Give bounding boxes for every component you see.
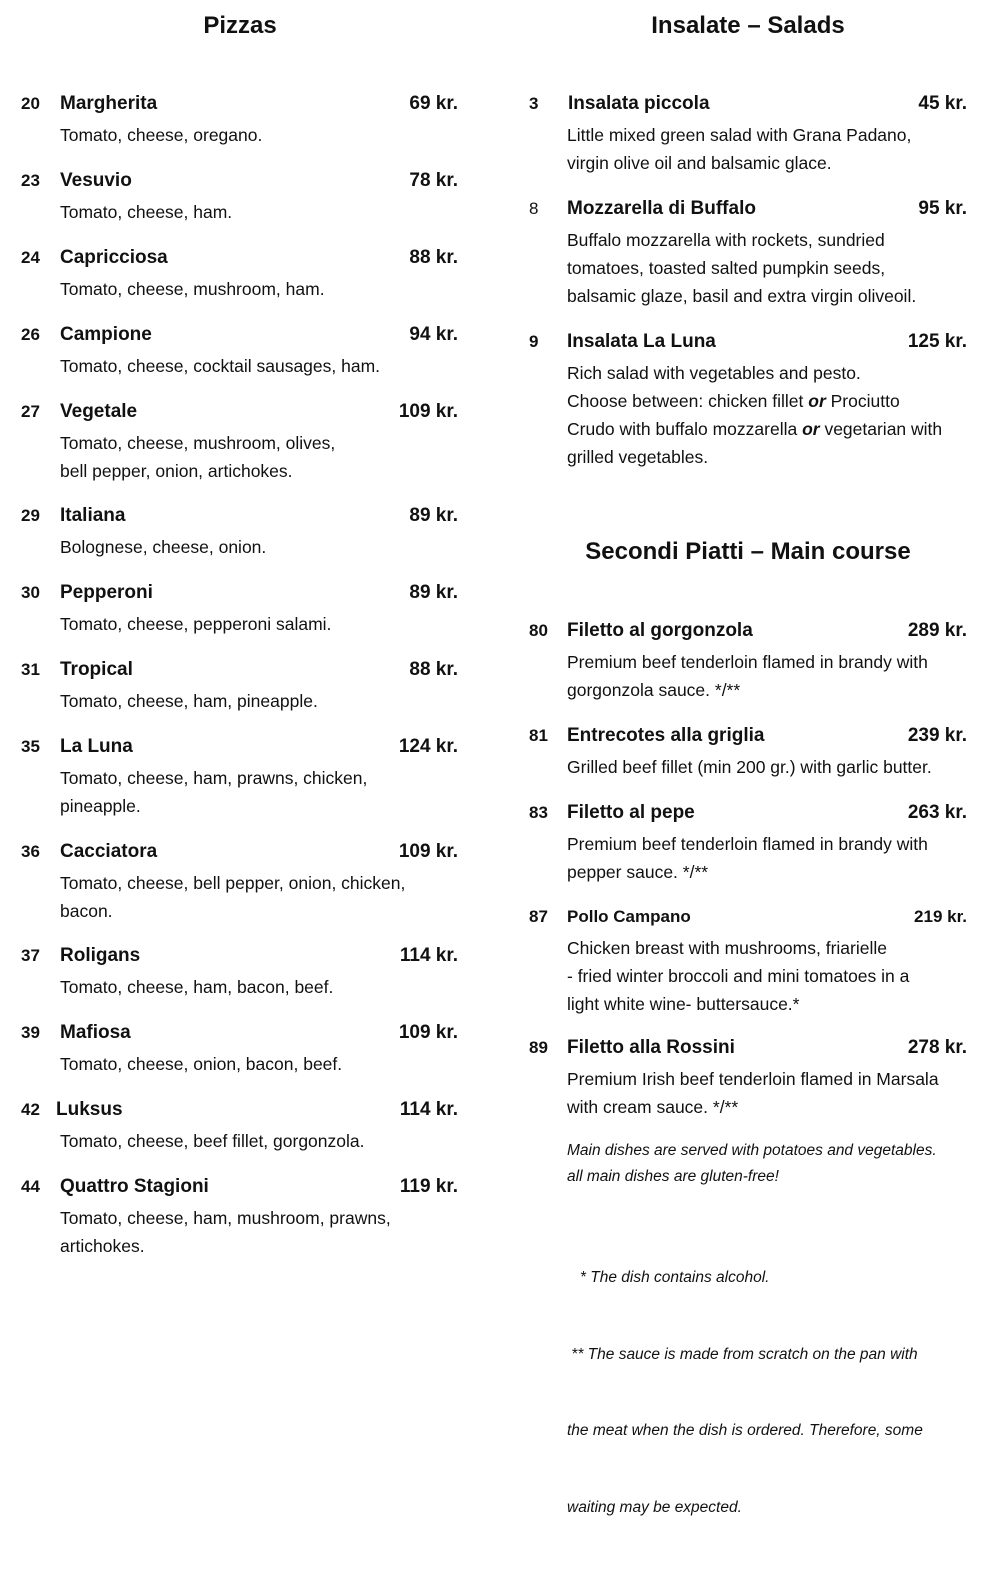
- item-price: 114 kr.: [399, 1099, 458, 1120]
- pizzas-heading: Pizzas: [203, 12, 277, 39]
- description-line: artichokes.: [60, 1236, 145, 1256]
- item-description: [567, 359, 972, 471]
- description-line: Tomato, cheese, beef fillet, gorgonzola.: [60, 1131, 365, 1151]
- choice-text: Choose between: chicken fillet: [567, 391, 809, 411]
- item-number: 24: [21, 248, 40, 267]
- item-number: 42: [21, 1100, 40, 1119]
- description-line: Tomato, cheese, ham, prawns, chicken,: [60, 768, 368, 788]
- choice-text: Crudo with buffalo mozzarella: [567, 419, 803, 439]
- choice-text: vegetarian with: [819, 419, 943, 439]
- description-line: Tomato, cheese, ham, bacon, beef.: [60, 977, 334, 997]
- item-price: 95 kr.: [918, 198, 967, 219]
- description-line: balsamic glaze, basil and extra virgin oliveoil.: [567, 286, 917, 306]
- description-line: Buffalo mozzarella with rockets, sundried: [567, 230, 885, 250]
- salads-heading: Insalate – Salads: [651, 12, 845, 39]
- item-description: [60, 1204, 420, 1260]
- item-price: 114 kr.: [399, 945, 458, 966]
- item-number: 44: [21, 1177, 40, 1196]
- item-name: Tropical: [60, 659, 133, 680]
- description-line: Tomato, cheese, bell pepper, onion, chicken,: [60, 873, 406, 893]
- item-description: [60, 764, 420, 820]
- item-price: 125 kr.: [907, 331, 967, 352]
- item-name: Italiana: [60, 505, 126, 526]
- item-description: [60, 610, 420, 638]
- item-price: 109 kr.: [398, 841, 458, 862]
- item-description: [567, 648, 972, 704]
- item-name: Filetto al gorgonzola: [567, 620, 753, 641]
- item-price: 109 kr.: [398, 1022, 458, 1043]
- item-name: Entrecotes alla griglia: [567, 725, 765, 746]
- item-price: 45 kr.: [918, 93, 967, 114]
- item-name: Vesuvio: [60, 170, 132, 191]
- item-number: 39: [21, 1023, 40, 1042]
- item-price: 88 kr.: [409, 247, 458, 268]
- item-number: 35: [21, 737, 40, 756]
- item-number: 87: [529, 907, 548, 926]
- item-description: [567, 226, 972, 310]
- item-name: Margherita: [60, 93, 158, 114]
- item-number: 23: [21, 171, 40, 190]
- item-price: 69 kr.: [409, 93, 458, 114]
- item-number: 29: [21, 506, 40, 525]
- footnote-line: the meat when the dish is ordered. Therefore, some: [567, 1422, 923, 1439]
- item-price: 94 kr.: [409, 324, 458, 345]
- item-price: 289 kr.: [907, 620, 967, 641]
- item-name: Vegetale: [60, 401, 138, 422]
- item-number: 20: [21, 94, 40, 113]
- item-price: 219 kr.: [914, 907, 967, 926]
- item-description: [60, 198, 420, 226]
- description-line: Tomato, cheese, ham, mushroom, prawns,: [60, 1208, 391, 1228]
- item-name: Filetto alla Rossini: [567, 1037, 735, 1058]
- item-price: 278 kr.: [907, 1037, 967, 1058]
- choice-or: or: [802, 419, 820, 439]
- item-description: [60, 687, 420, 715]
- description-line: Bolognese, cheese, onion.: [60, 537, 267, 557]
- description-line: gorgonzola sauce. */**: [567, 680, 741, 700]
- item-description: [60, 1127, 420, 1155]
- item-number: 30: [21, 583, 40, 602]
- description-line: Little mixed green salad with Grana Padano,: [567, 125, 912, 145]
- item-price: 89 kr.: [409, 582, 458, 603]
- item-name: Quattro Stagioni: [60, 1176, 209, 1197]
- item-number: 26: [21, 325, 40, 344]
- item-name: Mozzarella di Buffalo: [567, 198, 756, 219]
- item-name: Campione: [60, 324, 152, 345]
- mains-heading: Secondi Piatti – Main course: [585, 538, 911, 565]
- item-number: 9: [529, 332, 539, 351]
- item-number: 36: [21, 842, 40, 861]
- footnote-line: waiting may be expected.: [567, 1498, 742, 1516]
- item-name: Filetto al pepe: [567, 802, 695, 823]
- description-line: Premium beef tenderloin flamed in brandy with: [567, 834, 928, 854]
- item-description: [60, 533, 420, 561]
- description-line: bell pepper, onion, artichokes.: [60, 461, 293, 481]
- item-number: 31: [21, 660, 40, 679]
- choice-text: Prociutto: [825, 391, 900, 411]
- item-price: 239 kr.: [907, 725, 967, 746]
- item-description: [567, 753, 972, 781]
- description-line: Tomato, cheese, pepperoni salami.: [60, 614, 332, 634]
- item-price: 88 kr.: [409, 659, 458, 680]
- item-number: 81: [529, 726, 548, 745]
- item-name: Roligans: [60, 945, 141, 966]
- item-number: 83: [529, 803, 548, 822]
- item-name: Cacciatora: [60, 841, 158, 862]
- item-description: [60, 275, 420, 303]
- description-line: Premium beef tenderloin flamed in brandy with: [567, 652, 928, 672]
- description-line: Grilled beef fillet (min 200 gr.) with garlic butter.: [567, 757, 932, 777]
- item-number: 89: [529, 1038, 548, 1057]
- item-description: [567, 934, 972, 1018]
- item-description: [60, 121, 420, 149]
- item-name: Pollo Campano: [567, 907, 691, 926]
- item-price: 124 kr.: [398, 736, 458, 757]
- description-line: tomatoes, toasted salted pumpkin seeds,: [567, 258, 886, 278]
- description-line: Chicken breast with mushrooms, friarielle: [567, 938, 887, 958]
- item-name: Mafiosa: [60, 1022, 131, 1043]
- item-number: 8: [529, 199, 539, 218]
- item-number: 3: [529, 94, 539, 113]
- item-description: [60, 1050, 420, 1078]
- description-line: Tomato, cheese, mushroom, olives,: [60, 433, 336, 453]
- footnote-line: * The dish contains alcohol.: [567, 1269, 770, 1286]
- item-name: Pepperoni: [60, 582, 153, 603]
- item-price: 89 kr.: [409, 505, 458, 526]
- item-name: Insalata La Luna: [567, 331, 716, 352]
- description-line: pineapple.: [60, 796, 141, 816]
- description-line: pepper sauce. */**: [567, 862, 709, 882]
- description-line: light white wine- buttersauce.*: [567, 994, 800, 1014]
- footnote-line: ** The sauce is made from scratch on the pan with: [567, 1345, 918, 1363]
- description-line: Rich salad with vegetables and pesto.: [567, 363, 861, 383]
- description-line: Tomato, cheese, oregano.: [60, 125, 263, 145]
- note-line: all main dishes are gluten-free!: [567, 1167, 779, 1185]
- description-line: Tomato, cheese, ham.: [60, 202, 233, 222]
- item-price: 263 kr.: [907, 802, 967, 823]
- description-line: Tomato, cheese, onion, bacon, beef.: [60, 1054, 343, 1074]
- item-number: 37: [21, 946, 40, 965]
- item-description: [60, 429, 420, 485]
- item-name: Luksus: [56, 1099, 123, 1120]
- description-line: virgin olive oil and balsamic glace.: [567, 153, 832, 173]
- item-description: [567, 830, 972, 886]
- item-price: 78 kr.: [409, 170, 458, 191]
- description-line: Tomato, cheese, ham, pineapple.: [60, 691, 318, 711]
- item-description: [60, 352, 420, 380]
- item-price: 109 kr.: [398, 401, 458, 422]
- description-line: Premium Irish beef tenderloin flamed in Marsala: [567, 1069, 939, 1089]
- choice-or: or: [808, 391, 826, 411]
- item-number: 27: [21, 402, 40, 421]
- item-name: La Luna: [60, 736, 133, 757]
- item-name: Insalata piccola: [568, 93, 710, 114]
- description-line: bacon.: [60, 901, 113, 921]
- item-number: 80: [529, 621, 548, 640]
- item-description: [567, 1065, 972, 1121]
- item-price: 119 kr.: [399, 1176, 458, 1197]
- item-description: [60, 869, 420, 925]
- item-name: Capricciosa: [60, 247, 168, 268]
- note-line: Main dishes are served with potatoes and vegetables.: [567, 1142, 937, 1159]
- footnotes: [567, 1214, 977, 1571]
- description-line: Tomato, cheese, mushroom, ham.: [60, 279, 325, 299]
- choice-line: grilled vegetables.: [567, 447, 709, 467]
- item-description: [60, 973, 420, 1001]
- description-line: with cream sauce. */**: [567, 1097, 739, 1117]
- description-line: Tomato, cheese, cocktail sausages, ham.: [60, 356, 381, 376]
- item-description: [567, 121, 972, 177]
- choice-line: [567, 415, 972, 443]
- choice-line: [567, 387, 972, 415]
- description-line: - fried winter broccoli and mini tomatoes in a: [567, 966, 910, 986]
- main-dishes-note: [567, 1138, 977, 1189]
